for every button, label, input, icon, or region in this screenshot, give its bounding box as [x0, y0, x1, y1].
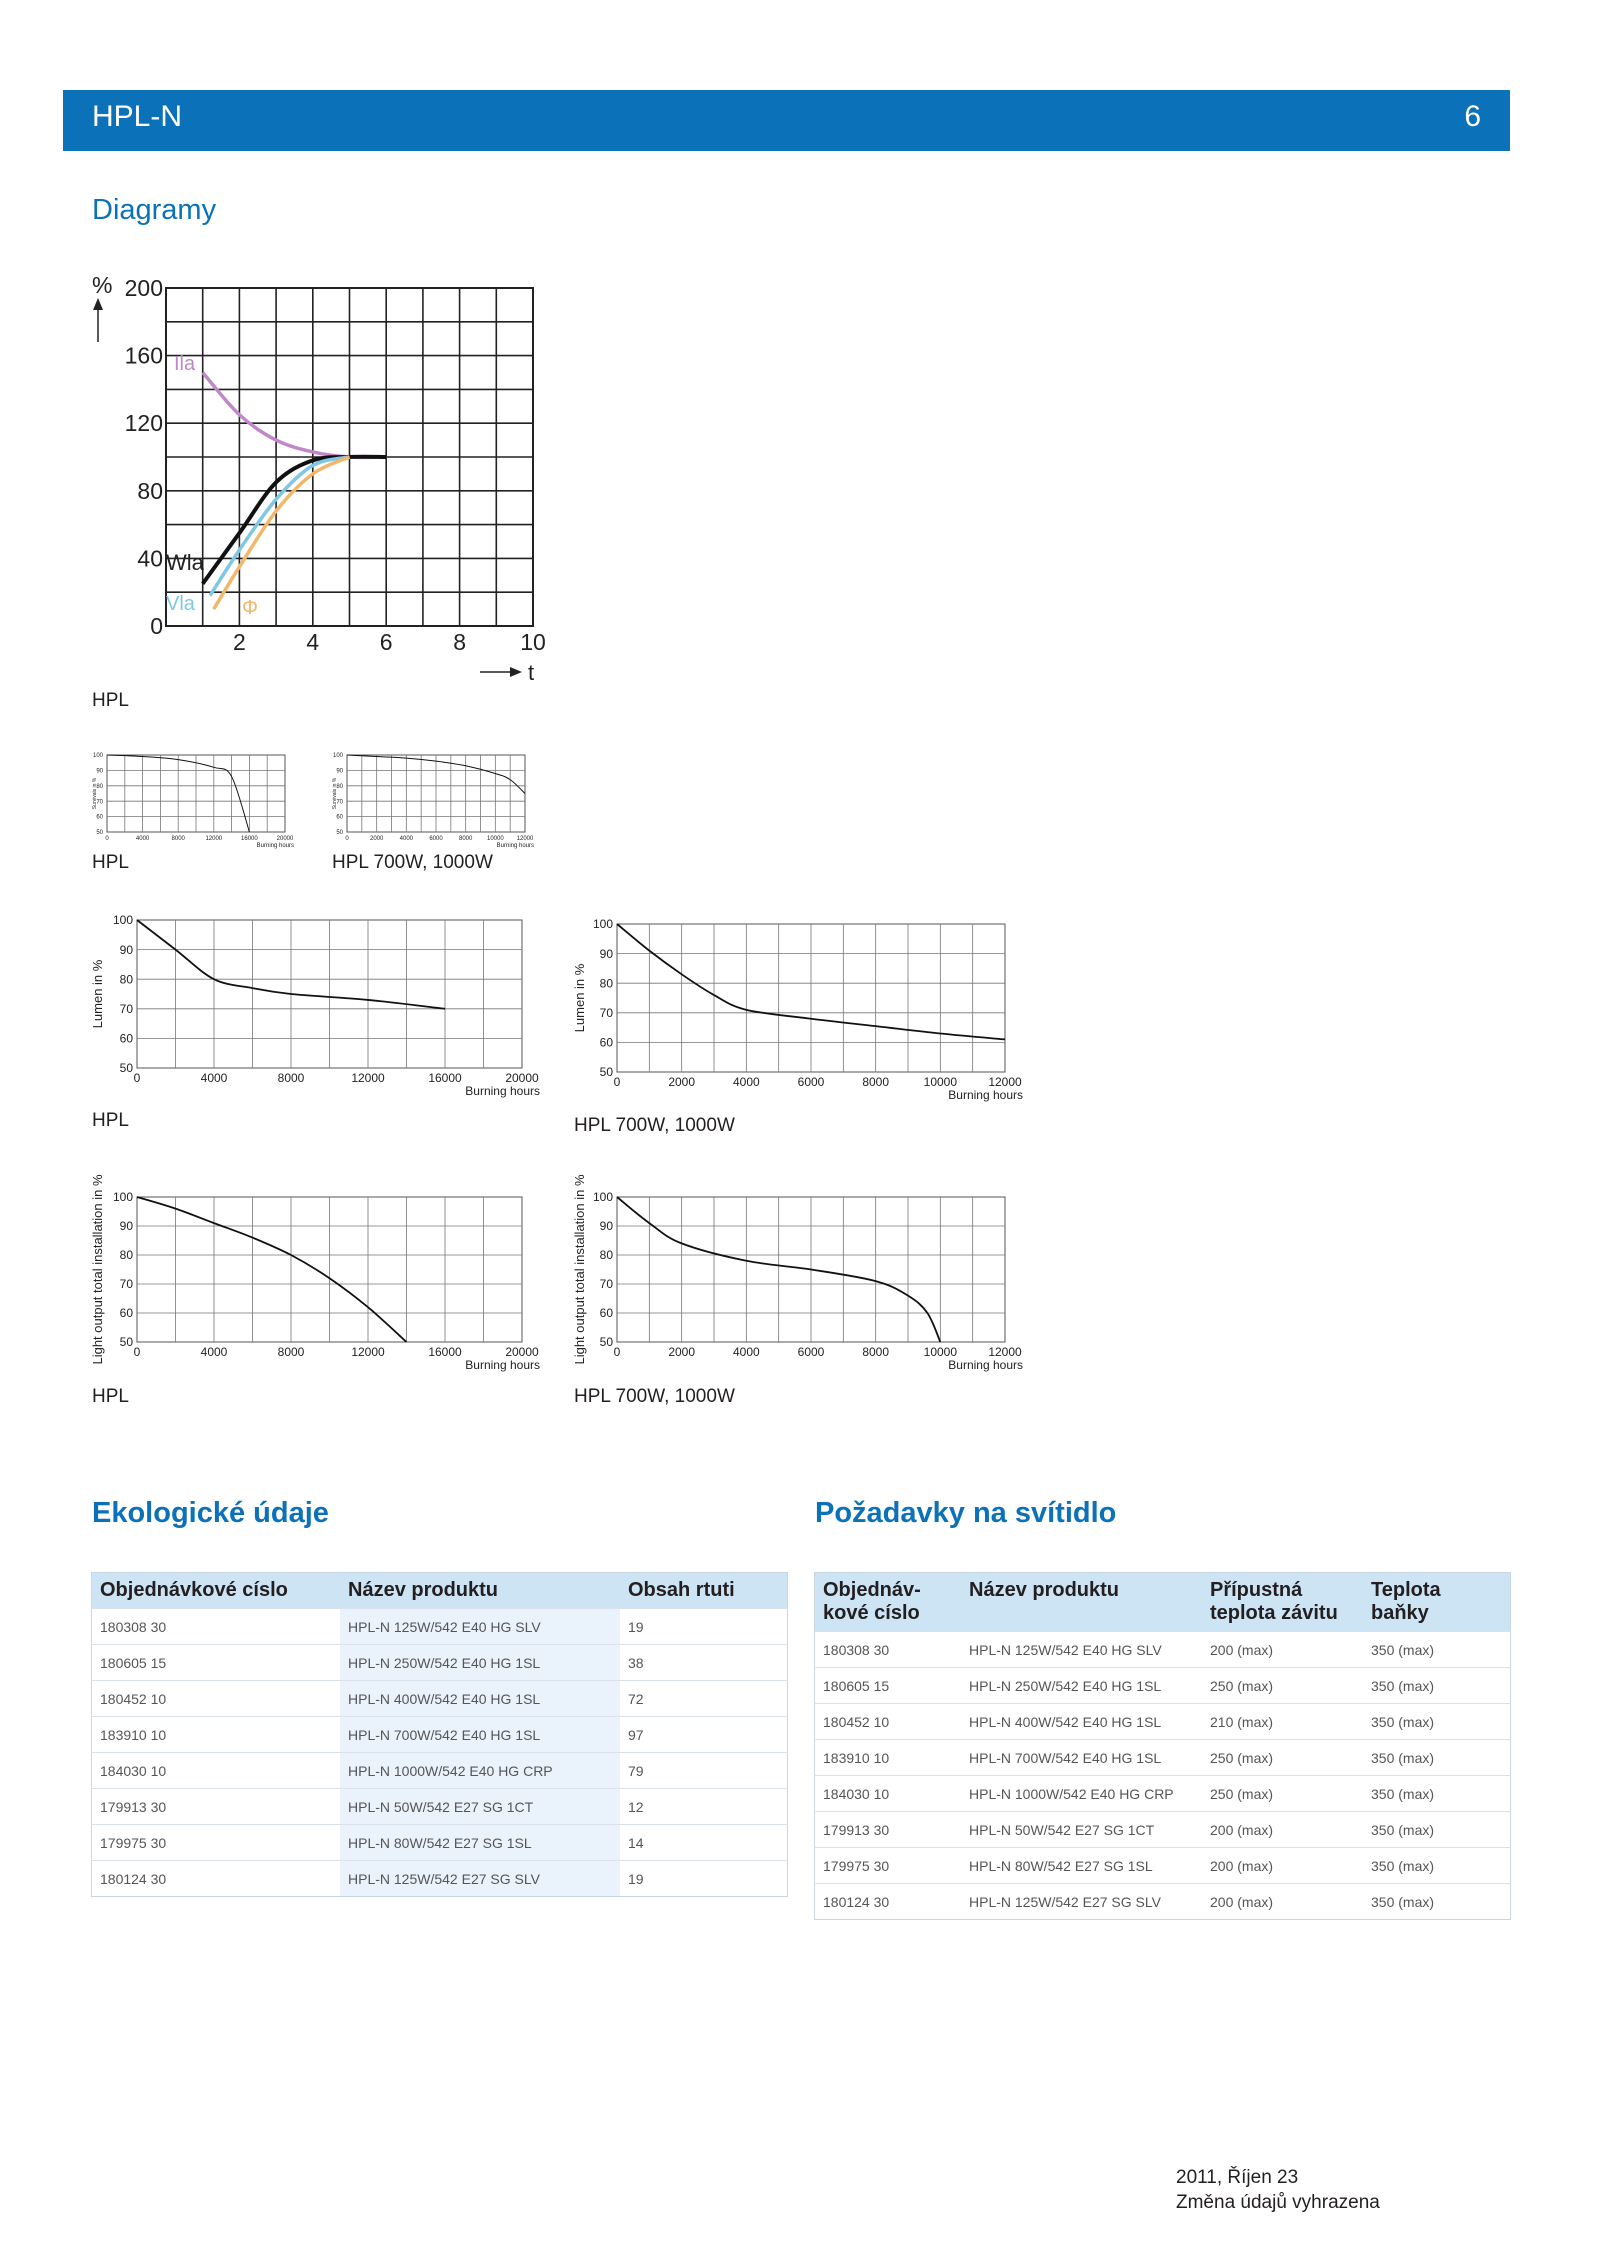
x-tick-label: 8000 — [171, 836, 185, 842]
y-tick-label: 40 — [137, 545, 163, 572]
chart-caption: HPL 700W, 1000W — [574, 1386, 735, 1407]
table-row — [92, 1825, 788, 1861]
x-tick-label: 0 — [133, 1071, 141, 1085]
table-cell: HPL-N 50W/542 E27 SG 1CT — [961, 1812, 1202, 1848]
x-tick-label: 4000 — [732, 1345, 760, 1359]
page-number: 6 — [1464, 100, 1481, 133]
y-tick-label: 60 — [599, 1306, 613, 1321]
x-tick-label: 12000 — [205, 836, 223, 842]
table-cell: HPL-N 400W/542 E40 HG 1SL — [961, 1704, 1202, 1740]
x-tick-label: 12000 — [516, 836, 534, 842]
y-tick-label: 50 — [119, 1335, 133, 1350]
y-axis-label: % — [92, 272, 113, 298]
y-tick-label: 90 — [96, 768, 103, 775]
x-tick-label: 6000 — [797, 1345, 825, 1359]
chart-output-hpl700 — [572, 1174, 1032, 1380]
y-tick-label: 100 — [112, 1190, 133, 1205]
series-label-ila: Ila — [174, 353, 196, 375]
x-tick-label: 16000 — [428, 1345, 462, 1359]
header-title: HPL-N — [92, 100, 183, 133]
x-tick-label: 4000 — [200, 1071, 228, 1085]
table-cell: 19 — [620, 1609, 788, 1645]
table-cell: 350 (max) — [1363, 1812, 1511, 1848]
y-tick-label: 100 — [592, 917, 613, 932]
x-axis-label: Burning hours — [948, 1358, 1023, 1372]
x-tick-label: 10000 — [923, 1345, 958, 1359]
col-header: Teplota baňky — [1363, 1573, 1511, 1632]
table-cell: 250 (max) — [1202, 1776, 1363, 1812]
x-tick-label: 0 — [613, 1075, 621, 1089]
table-row — [815, 1668, 1511, 1704]
table-row — [815, 1776, 1511, 1812]
table-cell: 14 — [620, 1825, 788, 1861]
table-row — [815, 1848, 1511, 1884]
table-row — [92, 1645, 788, 1681]
table-cell: HPL-N 80W/542 E27 SG 1SL — [340, 1825, 620, 1861]
y-tick-label: 80 — [599, 976, 613, 991]
chart-caption: HPL — [92, 1110, 129, 1131]
x-tick-label: 20000 — [276, 836, 294, 842]
y-tick-label: 50 — [336, 830, 343, 837]
table-row — [815, 1884, 1511, 1920]
x-tick-label: 10000 — [486, 836, 504, 842]
table-cell: 200 (max) — [1202, 1884, 1363, 1920]
y-tick-label: 100 — [592, 1190, 613, 1205]
table-cell: 79 — [620, 1753, 788, 1789]
table-cell: 183910 10 — [92, 1717, 341, 1753]
y-tick-label: 100 — [112, 913, 133, 928]
y-tick-label: 50 — [599, 1335, 613, 1350]
chart-caption: HPL — [92, 1386, 129, 1407]
y-tick-label: 80 — [96, 783, 103, 790]
table-cell: 180452 10 — [92, 1681, 341, 1717]
col-header: Přípustná teplota závitu — [1202, 1573, 1363, 1632]
y-axis-label: Survivals in % — [92, 777, 98, 810]
x-tick-label: 20000 — [505, 1071, 539, 1085]
table-cell: HPL-N 700W/542 E40 HG 1SL — [340, 1717, 620, 1753]
y-tick-label: 50 — [96, 830, 103, 837]
x-axis-label: Burning hours — [496, 843, 534, 849]
table-cell: 72 — [620, 1681, 788, 1717]
chart-caption: HPL — [92, 690, 129, 711]
y-tick-label: 90 — [599, 1219, 613, 1234]
chart-survival-hpl — [90, 752, 310, 847]
y-axis-label: Lumen in % — [90, 959, 105, 1029]
y-tick-label: 120 — [124, 410, 163, 437]
table-cell: 350 (max) — [1363, 1848, 1511, 1884]
table-cell: 184030 10 — [92, 1753, 341, 1789]
table-cell: 19 — [620, 1861, 788, 1897]
table-cell: HPL-N 125W/542 E40 HG SLV — [961, 1632, 1202, 1668]
x-tick-label: 6000 — [797, 1075, 825, 1089]
chart-survival-hpl700 — [330, 752, 550, 847]
table-cell: HPL-N 1000W/542 E40 HG CRP — [340, 1753, 620, 1789]
x-axis-arrowhead — [510, 667, 522, 677]
table-cell: HPL-N 125W/542 E27 SG SLV — [961, 1884, 1202, 1920]
table-row — [92, 1717, 788, 1753]
col-header: Název produktu — [340, 1573, 620, 1609]
x-tick-label: 8000 — [862, 1345, 890, 1359]
y-tick-label: 80 — [599, 1248, 613, 1263]
table-cell: HPL-N 80W/542 E27 SG 1SL — [961, 1848, 1202, 1884]
table-cell: 180605 15 — [815, 1668, 962, 1704]
x-axis-label: Burning hours — [465, 1084, 540, 1098]
x-tick-label: 0 — [133, 1345, 141, 1359]
table-row — [815, 1704, 1511, 1740]
y-tick-label: 50 — [599, 1065, 613, 1080]
table-row — [815, 1740, 1511, 1776]
table-cell: 200 (max) — [1202, 1848, 1363, 1884]
table-cell: 350 (max) — [1363, 1884, 1511, 1920]
x-tick-label: 2000 — [668, 1075, 696, 1089]
y-tick-label: 200 — [124, 275, 163, 301]
y-tick-label: 80 — [336, 783, 343, 790]
y-tick-label: 60 — [119, 1306, 133, 1321]
series-label-wla: Wla — [166, 550, 204, 575]
footer — [1176, 2165, 1380, 2215]
table-cell: HPL-N 125W/542 E27 SG SLV — [340, 1861, 620, 1897]
y-tick-label: 70 — [599, 1006, 613, 1020]
table-cell: 179975 30 — [92, 1825, 341, 1861]
x-tick-label: 8000 — [277, 1345, 305, 1359]
x-axis-label: Burning hours — [256, 843, 294, 849]
eco-table — [91, 1572, 788, 1897]
x-tick-label: 4000 — [135, 836, 150, 842]
table-cell: 200 (max) — [1202, 1632, 1363, 1668]
chart-output-hpl — [90, 1174, 550, 1380]
footer-note: Změna údajů vyhrazena — [1176, 2192, 1380, 2213]
x-tick-label: 10 — [520, 629, 546, 655]
x-tick-label: 0 — [613, 1345, 621, 1359]
col-header: Objednávkové císlo — [92, 1573, 341, 1609]
y-tick-label: 90 — [599, 946, 613, 961]
table-cell: 350 (max) — [1363, 1704, 1511, 1740]
x-tick-label: 12000 — [988, 1345, 1022, 1359]
table-cell: HPL-N 700W/542 E40 HG 1SL — [961, 1740, 1202, 1776]
table-cell: 183910 10 — [815, 1740, 962, 1776]
x-axis-label: Burning hours — [465, 1358, 540, 1372]
table-cell: 180452 10 — [815, 1704, 962, 1740]
table-cell: 184030 10 — [815, 1776, 962, 1812]
x-tick-label: 8000 — [458, 836, 473, 842]
x-tick-label: 20000 — [505, 1345, 539, 1359]
table-cell: 350 (max) — [1363, 1740, 1511, 1776]
y-axis-label: Lumen in % — [572, 963, 587, 1033]
table-cell: 210 (max) — [1202, 1704, 1363, 1740]
req-table — [814, 1572, 1511, 1920]
y-axis-label: Light output total installation in % — [90, 1174, 105, 1365]
footer-date: 2011, Říjen 23 — [1176, 2167, 1299, 2188]
table-cell: 350 (max) — [1363, 1668, 1511, 1704]
table-cell: HPL-N 250W/542 E40 HG 1SL — [961, 1668, 1202, 1704]
x-tick-label: 12000 — [351, 1071, 385, 1085]
y-tick-label: 50 — [119, 1061, 133, 1076]
table-row — [92, 1753, 788, 1789]
x-tick-label: 4000 — [399, 836, 414, 842]
chart-lumen-hpl700 — [572, 914, 1032, 1104]
y-tick-label: 0 — [150, 613, 163, 639]
x-tick-label: 2 — [233, 629, 246, 655]
table-cell: 180124 30 — [92, 1861, 341, 1897]
series-label-phi: Φ — [242, 597, 258, 619]
chart-caption: HPL 700W, 1000W — [574, 1115, 735, 1136]
table-cell: 12 — [620, 1789, 788, 1825]
y-tick-label: 80 — [137, 477, 163, 504]
x-tick-label: 2000 — [369, 836, 384, 842]
series-line — [203, 373, 387, 458]
col-header: Obsah rtuti — [620, 1573, 788, 1609]
table-cell: HPL-N 250W/542 E40 HG 1SL — [340, 1645, 620, 1681]
x-tick-label: 8 — [453, 629, 466, 655]
y-tick-label: 90 — [119, 1219, 133, 1234]
y-tick-label: 70 — [336, 799, 343, 806]
x-tick-label: 6000 — [429, 836, 443, 842]
table-cell: 350 (max) — [1363, 1776, 1511, 1812]
x-tick-label: 4000 — [200, 1345, 228, 1359]
y-tick-label: 70 — [96, 799, 103, 806]
table-row — [815, 1812, 1511, 1848]
x-tick-label: 12000 — [351, 1345, 385, 1359]
table-cell: HPL-N 400W/542 E40 HG 1SL — [340, 1681, 620, 1717]
y-tick-label: 60 — [336, 814, 343, 821]
section-title: Diagramy — [92, 194, 217, 226]
chart-lumen-hpl — [90, 910, 550, 1100]
y-tick-label: 90 — [119, 942, 133, 957]
table-cell: HPL-N 50W/542 E27 SG 1CT — [340, 1789, 620, 1825]
table-cell: 180605 15 — [92, 1645, 341, 1681]
y-tick-label: 70 — [599, 1277, 613, 1292]
x-tick-label: 10000 — [923, 1075, 958, 1089]
chart-caption: HPL — [92, 852, 129, 873]
y-axis-label: Light output total installation in % — [572, 1174, 587, 1365]
y-tick-label: 60 — [119, 1031, 133, 1046]
x-axis-label: t — [528, 660, 535, 685]
x-tick-label: 12000 — [988, 1075, 1022, 1089]
eco-title: Ekologické údaje — [92, 1497, 329, 1529]
x-tick-label: 4 — [306, 629, 320, 655]
table-cell: 200 (max) — [1202, 1812, 1363, 1848]
table-cell: 350 (max) — [1363, 1632, 1511, 1668]
y-axis-arrowhead — [93, 298, 103, 310]
chart-caption: HPL 700W, 1000W — [332, 852, 493, 873]
table-cell: 250 (max) — [1202, 1740, 1363, 1776]
table-cell: HPL-N 1000W/542 E40 HG CRP — [961, 1776, 1202, 1812]
y-tick-label: 70 — [119, 1277, 133, 1292]
y-tick-label: 80 — [119, 1248, 133, 1263]
x-tick-label: 8000 — [277, 1071, 305, 1085]
x-tick-label: 4000 — [732, 1075, 760, 1089]
y-tick-label: 60 — [599, 1035, 613, 1050]
table-cell: HPL-N 125W/542 E40 HG SLV — [340, 1609, 620, 1645]
y-axis-label: Survivals in % — [332, 777, 338, 810]
x-axis-label: Burning hours — [948, 1088, 1023, 1102]
x-tick-label: 6 — [379, 629, 393, 655]
series-line — [137, 1197, 407, 1342]
table-row — [92, 1681, 788, 1717]
y-tick-label: 160 — [124, 342, 163, 369]
req-title: Požadavky na svítidlo — [815, 1497, 1117, 1529]
col-header: Objednáv- kové císlo — [815, 1573, 962, 1632]
table-cell: 179913 30 — [92, 1789, 341, 1825]
page-header — [63, 90, 1510, 151]
x-tick-label: 0 — [345, 836, 349, 842]
table-cell: 180308 30 — [815, 1632, 962, 1668]
table-cell: 250 (max) — [1202, 1668, 1363, 1704]
y-tick-label: 70 — [119, 1002, 133, 1016]
table-cell: 97 — [620, 1717, 788, 1753]
col-header: Název produktu — [961, 1573, 1202, 1632]
table-cell: 180124 30 — [815, 1884, 962, 1920]
y-tick-label: 100 — [332, 753, 343, 760]
table-cell: 38 — [620, 1645, 788, 1681]
x-tick-label: 2000 — [668, 1345, 696, 1359]
y-tick-label: 60 — [96, 814, 103, 821]
x-tick-label: 8000 — [862, 1075, 890, 1089]
table-cell: 180308 30 — [92, 1609, 341, 1645]
y-tick-label: 100 — [92, 753, 103, 760]
table-row — [92, 1861, 788, 1897]
y-tick-label: 90 — [336, 768, 343, 775]
table-row — [815, 1632, 1511, 1668]
table-cell: 179975 30 — [815, 1848, 962, 1884]
chart-run-up — [90, 270, 550, 690]
table-row — [92, 1609, 788, 1645]
x-tick-label: 0 — [105, 836, 109, 842]
table-row — [92, 1789, 788, 1825]
x-tick-label: 16000 — [428, 1071, 462, 1085]
x-tick-label: 16000 — [241, 836, 258, 842]
series-label-vla: Vla — [166, 593, 195, 615]
y-tick-label: 80 — [119, 972, 133, 987]
table-cell: 179913 30 — [815, 1812, 962, 1848]
